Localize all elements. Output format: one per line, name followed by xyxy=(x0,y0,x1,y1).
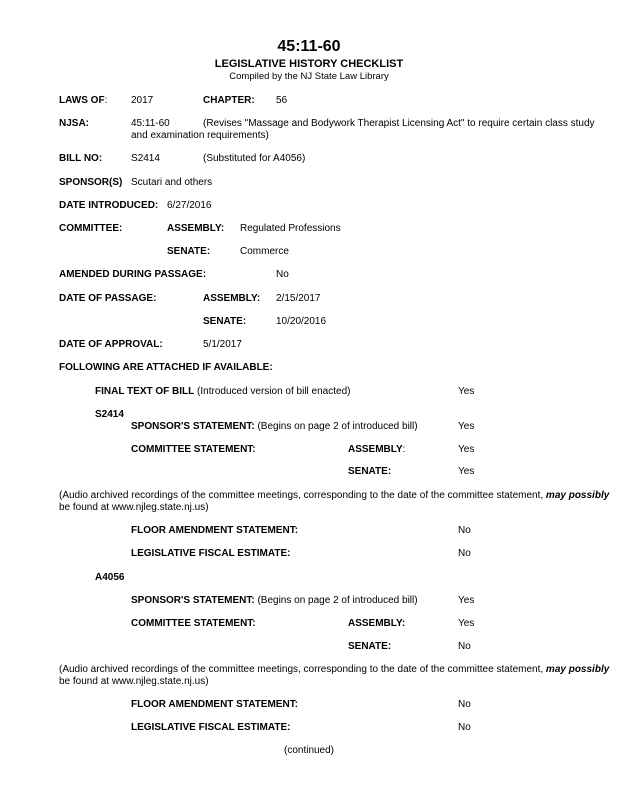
passage-assembly-value: 2/15/2017 xyxy=(276,293,321,304)
s2414-fiscal-estimate-value: No xyxy=(458,548,471,559)
a4056-committee-assembly-label: ASSEMBLY: xyxy=(348,618,406,629)
statute-number: 45:11-60 xyxy=(277,38,341,55)
bill-s2414-heading: S2414 xyxy=(95,409,124,420)
amended-value: No xyxy=(276,269,289,280)
s2414-committee-senate-value: Yes xyxy=(458,466,475,477)
continued-note: (continued) xyxy=(283,745,335,756)
committee-senate-value: Commerce xyxy=(240,246,289,257)
amended-label: AMENDED DURING PASSAGE: xyxy=(59,269,207,280)
committee-assembly-label: ASSEMBLY: xyxy=(167,223,225,234)
s2414-committee-assembly-label: ASSEMBLY: xyxy=(348,444,406,455)
date-introduced-label: DATE INTRODUCED: xyxy=(59,200,159,211)
bill-no-label: BILL NO: xyxy=(59,153,103,164)
njsa-label: NJSA: xyxy=(59,118,90,129)
s2414-fiscal-estimate-label: LEGISLATIVE FISCAL ESTIMATE: xyxy=(131,548,291,559)
njsa-description: (Revises "Massage and Bodywork Therapist Licensing Act" to require certain class study xyxy=(203,118,595,129)
a4056-committee-senate-label: SENATE: xyxy=(348,641,392,652)
s2414-floor-amendment-value: No xyxy=(458,525,471,536)
s2414-audio-note: (Audio archived recordings of the committee meetings, corresponding to the date of the committee statement, may possibly xyxy=(59,490,610,501)
a4056-sponsor-statement-label: SPONSOR'S STATEMENT: (Begins on page 2 of introduced bill) xyxy=(131,595,418,606)
approval-label: DATE OF APPROVAL: xyxy=(59,339,163,350)
a4056-fiscal-estimate-value: No xyxy=(458,722,471,733)
a4056-committee-assembly-value: Yes xyxy=(458,618,475,629)
compiled-by: Compiled by the NJ State Law Library xyxy=(229,71,389,82)
a4056-audio-note-cont: be found at www.njleg.state.nj.us) xyxy=(59,676,209,687)
page-title: LEGISLATIVE HISTORY CHECKLIST xyxy=(214,58,404,70)
a4056-committee-statement-label: COMMITTEE STATEMENT: xyxy=(131,618,256,629)
s2414-audio-note-cont: be found at www.njleg.state.nj.us) xyxy=(59,502,209,513)
s2414-committee-senate-label: SENATE: xyxy=(348,466,392,477)
s2414-floor-amendment-label: FLOOR AMENDMENT STATEMENT: xyxy=(131,525,299,536)
s2414-sponsor-statement-label: SPONSOR'S STATEMENT: (Begins on page 2 of introduced bill) xyxy=(131,421,418,432)
passage-label: DATE OF PASSAGE: xyxy=(59,293,157,304)
s2414-committee-assembly-value: Yes xyxy=(458,444,475,455)
final-text-label: FINAL TEXT OF BILL (Introduced version of bill enacted) xyxy=(95,386,351,397)
attached-heading: FOLLOWING ARE ATTACHED IF AVAILABLE: xyxy=(59,362,273,373)
laws-of-value: 2017 xyxy=(131,95,154,106)
a4056-committee-senate-value: No xyxy=(458,641,471,652)
s2414-sponsor-statement-value: Yes xyxy=(458,421,475,432)
a4056-audio-note: (Audio archived recordings of the committee meetings, corresponding to the date of the committee statement, may possibly xyxy=(59,664,610,675)
final-text-value: Yes xyxy=(458,386,475,397)
committee-assembly-value: Regulated Professions xyxy=(240,223,341,234)
njsa-description-cont: and examination requirements) xyxy=(131,130,269,141)
a4056-fiscal-estimate-label: LEGISLATIVE FISCAL ESTIMATE: xyxy=(131,722,291,733)
date-introduced-value: 6/27/2016 xyxy=(167,200,212,211)
bill-no-value: S2414 xyxy=(131,153,160,164)
bill-substitution-note: (Substituted for A4056) xyxy=(203,153,306,164)
s2414-committee-statement-label: COMMITTEE STATEMENT: xyxy=(131,444,256,455)
passage-assembly-label: ASSEMBLY: xyxy=(203,293,261,304)
laws-of-label: LAWS OF: xyxy=(59,95,108,106)
committee-label: COMMITTEE: xyxy=(59,223,123,234)
sponsors-label: SPONSOR(S) xyxy=(59,177,123,188)
njsa-value: 45:11-60 xyxy=(131,118,170,129)
a4056-floor-amendment-value: No xyxy=(458,699,471,710)
bill-a4056-heading: A4056 xyxy=(95,572,125,583)
passage-senate-value: 10/20/2016 xyxy=(276,316,327,327)
approval-value: 5/1/2017 xyxy=(203,339,242,350)
committee-senate-label: SENATE: xyxy=(167,246,211,257)
chapter-label: CHAPTER: xyxy=(203,95,255,106)
a4056-floor-amendment-label: FLOOR AMENDMENT STATEMENT: xyxy=(131,699,299,710)
a4056-sponsor-statement-value: Yes xyxy=(458,595,475,606)
passage-senate-label: SENATE: xyxy=(203,316,247,327)
sponsors-value: Scutari and others xyxy=(131,177,213,188)
chapter-value: 56 xyxy=(276,95,288,106)
